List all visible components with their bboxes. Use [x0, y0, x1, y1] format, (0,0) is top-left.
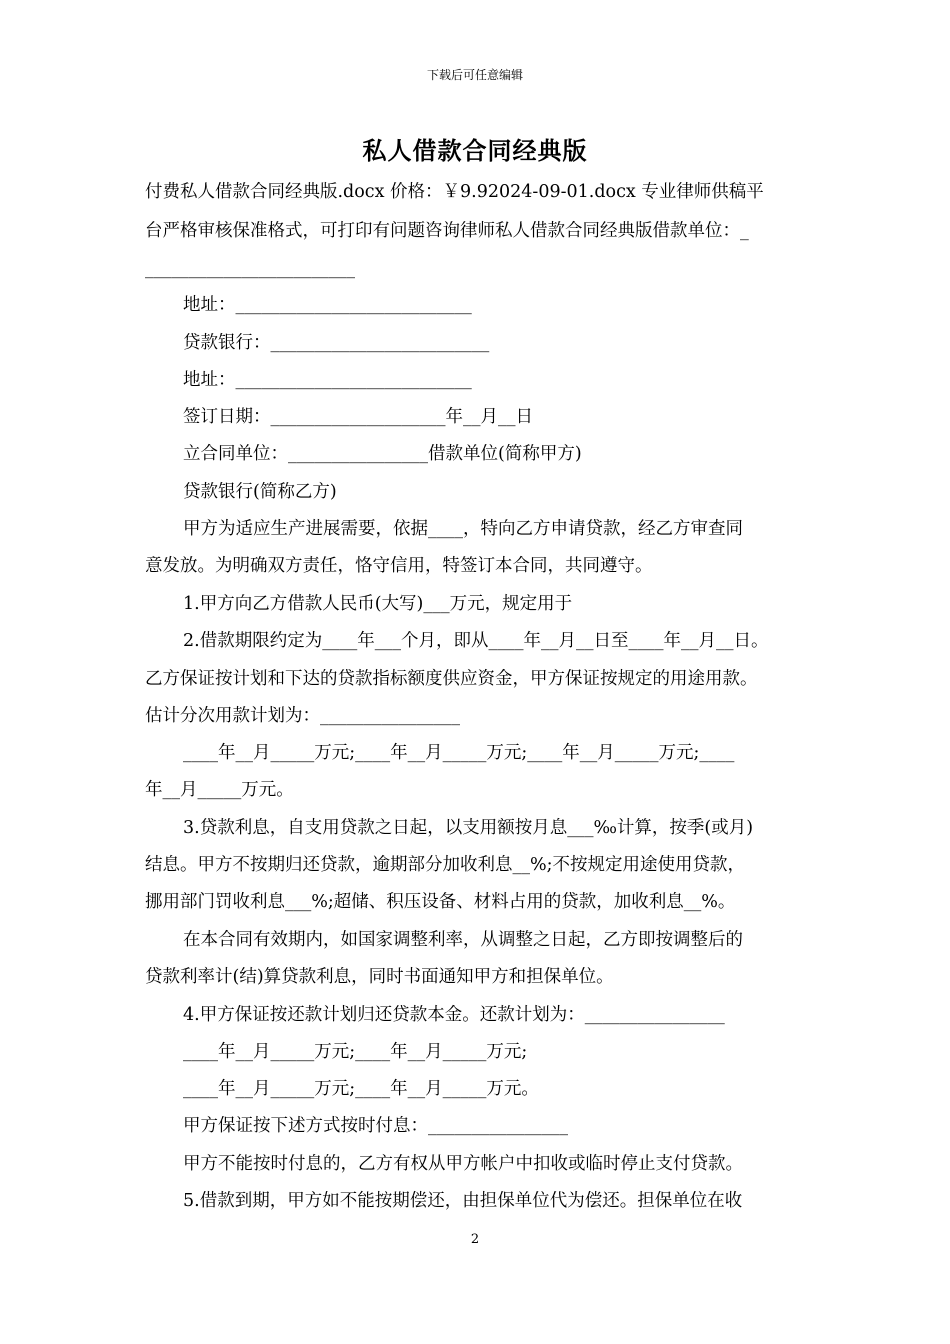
party-line: 立合同单位：________________借款单位(简称甲方) — [183, 444, 582, 464]
paragraph-line: 台严格审核保准格式，可打印有问题咨询律师私人借款合同经典版借款单位：_ — [145, 221, 749, 241]
paragraph-line: 挪用部门罚收利息___%;超储、积压设备、材料占用的贷款，加收利息__%。 — [145, 892, 736, 912]
paragraph-line: 在本合同有效期内，如国家调整利率，从调整之日起，乙方即按调整后的 — [183, 930, 743, 950]
clause-5-line: 5.借款到期，甲方如不能按期偿还，由担保单位代为偿还。担保单位在收 — [183, 1191, 743, 1211]
paragraph-line: 估计分次用款计划为：________________ — [145, 706, 460, 726]
schedule-line: ____年__月_____万元;____年__月_____万元;____年__月_____万元;____ — [183, 743, 735, 763]
clause-1-line: 1.甲方向乙方借款人民币(大写)___万元，规定用于 — [183, 594, 573, 614]
party-line: 贷款银行(简称乙方) — [183, 482, 337, 502]
paragraph-line: 意发放。为明确双方责任，恪守信用，特签订本合同，共同遵守。 — [145, 556, 653, 576]
clause-2-line: 2.借款期限约定为____年___个月，即从____年__月__日至____年__月__日。 — [183, 631, 769, 651]
page-number: 2 — [470, 1232, 480, 1247]
clause-4-line: 4.甲方保证按还款计划归还贷款本金。还款计划为：________________ — [183, 1005, 725, 1025]
paragraph-line: 乙方保证按计划和下达的贷款指标额度供应资金，甲方保证按规定的用途用款。 — [145, 669, 758, 689]
address-field-line: 地址：___________________________ — [183, 295, 472, 315]
paragraph-line: 甲方为适应生产进展需要，依据____，特向乙方申请贷款，经乙方审查同 — [183, 519, 743, 539]
schedule-line: ____年__月_____万元;____年__月_____万元。 — [183, 1079, 539, 1099]
paragraph-line: 贷款利率计(结)算贷款利息，同时书面通知甲方和担保单位。 — [145, 967, 614, 987]
document-title: 私人借款合同经典版 — [362, 136, 588, 165]
page-header-note: 下载后可任意编辑 — [426, 68, 523, 82]
sign-date-line: 签订日期：____________________年__月__日 — [183, 407, 533, 427]
clause-3-line: 3.贷款利息，自支用贷款之日起，以支用额按月息___‰计算，按季(或月) — [183, 818, 754, 838]
paragraph-line: 甲方不能按时付息的，乙方有权从甲方帐户中扣收或临时停止支付贷款。 — [183, 1154, 743, 1174]
bank-field-line: 贷款银行：_________________________ — [183, 333, 490, 353]
address-field-line: 地址：___________________________ — [183, 370, 472, 390]
paragraph-line: 付费私人借款合同经典版.docx 价格：￥9.92024-09-01.docx 专业律师供稿平 — [145, 182, 764, 202]
paragraph-line: ________________________ — [145, 259, 355, 279]
schedule-line: ____年__月_____万元;____年__月_____万元; — [183, 1042, 528, 1062]
schedule-line: 年__月_____万元。 — [145, 780, 294, 800]
paragraph-line: 结息。甲方不按期归还贷款，逾期部分加收利息__%;不按规定用途使用贷款， — [145, 855, 746, 875]
paragraph-line: 甲方保证按下述方式按时付息：________________ — [183, 1116, 568, 1136]
